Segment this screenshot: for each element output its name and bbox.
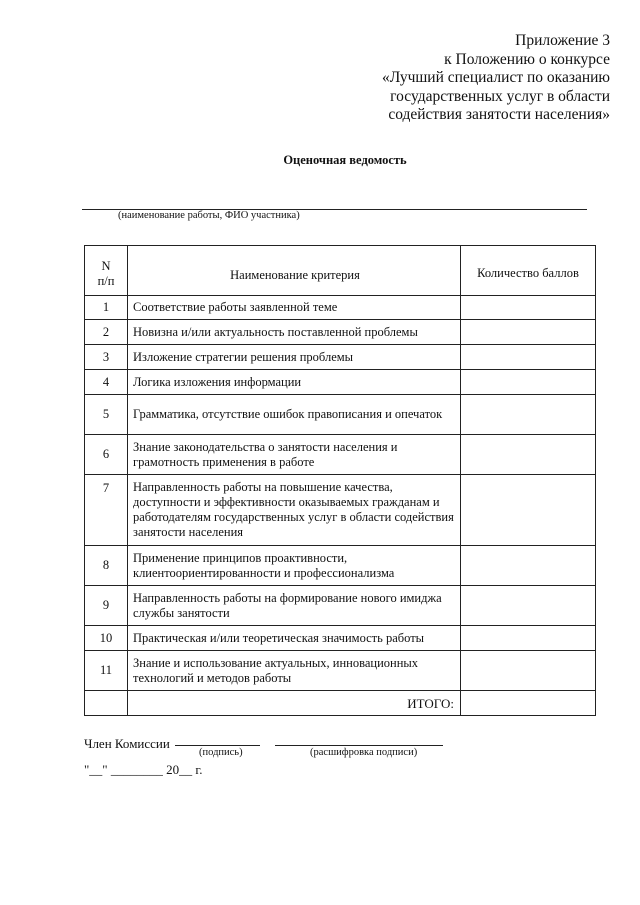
table-row [85, 320, 596, 345]
appendix-line-3: «Лучший специалист по оказанию [381, 69, 610, 86]
appendix-line-4: государственных услуг в области [390, 87, 610, 105]
table-row [85, 475, 596, 546]
row-num: 2 [85, 320, 128, 345]
row-score-cell[interactable] [461, 320, 596, 345]
row-score-cell[interactable] [461, 546, 596, 586]
row-score-cell[interactable] [461, 345, 596, 370]
row-score-cell[interactable] [461, 626, 596, 651]
header-num-line-2: п/п [97, 273, 115, 288]
row-num: 3 [85, 345, 128, 370]
appendix-line-5: содействия занятости населения» [388, 106, 610, 123]
header-num-cell [85, 246, 128, 296]
row-num: 10 [85, 626, 128, 651]
table-row [85, 370, 596, 395]
row-score-cell[interactable] [461, 296, 596, 320]
table-row [85, 626, 596, 651]
total-label: ИТОГО: [128, 691, 461, 716]
appendix-line-1: Приложение 3 [515, 32, 610, 49]
row-score-cell[interactable] [461, 370, 596, 395]
table-row [85, 345, 596, 370]
signature-decode-caption: (расшифровка подписи) [310, 747, 418, 758]
table-row [85, 395, 596, 435]
table-row [85, 546, 596, 586]
row-num: 6 [85, 435, 128, 475]
header-num-line-1: N [101, 258, 111, 273]
row-criterion: Соответствие работы заявленной теме [128, 296, 461, 320]
table-header-row [85, 246, 596, 296]
total-row [85, 691, 596, 716]
row-criterion: Знание и использование актуальных, инновационных технологий и методов работы [128, 651, 461, 691]
table-row [85, 435, 596, 475]
row-criterion: Грамматика, отсутствие ошибок правописания и опечаток [128, 395, 461, 435]
participant-name-caption: (наименование работы, ФИО участника) [118, 210, 300, 221]
commission-member-label: Член Комиссии [84, 736, 170, 751]
row-num: 4 [85, 370, 128, 395]
header-criterion-cell: Наименование критерия [128, 246, 461, 296]
row-num: 7 [85, 475, 128, 546]
row-num: 1 [85, 296, 128, 320]
row-criterion: Логика изложения информации [128, 370, 461, 395]
row-score-cell[interactable] [461, 475, 596, 546]
signature-caption: (подпись) [199, 747, 243, 758]
row-score-cell[interactable] [461, 586, 596, 626]
row-score-cell[interactable] [461, 651, 596, 691]
appendix-header [382, 32, 610, 125]
table-row [85, 651, 596, 691]
row-criterion: Изложение стратегии решения проблемы [128, 345, 461, 370]
total-score-cell[interactable] [461, 691, 596, 716]
row-score-cell[interactable] [461, 435, 596, 475]
row-num: 11 [85, 651, 128, 691]
row-criterion: Знание законодательства о занятости населения и грамотность применения в работе [128, 435, 461, 475]
header-score-cell: Количество баллов [461, 246, 596, 296]
row-criterion: Направленность работы на формирование нового имиджа службы занятости [128, 586, 461, 626]
signature-date: "__" ________ 20__ г. [84, 762, 203, 777]
row-num: 5 [85, 395, 128, 435]
table-row [85, 296, 596, 320]
document-title: Оценочная ведомость [283, 153, 407, 167]
table-row [85, 586, 596, 626]
row-score-cell[interactable] [461, 395, 596, 435]
row-num: 9 [85, 586, 128, 626]
total-num-cell [85, 691, 128, 716]
row-criterion: Практическая и/или теоретическая значимость работы [128, 626, 461, 651]
row-criterion: Применение принципов проактивности, клиентоориентированности и профессионализма [128, 546, 461, 586]
signature-line[interactable] [175, 745, 260, 746]
signature-decode-line[interactable] [275, 745, 443, 746]
row-criterion: Новизна и/или актуальность поставленной проблемы [128, 320, 461, 345]
criteria-table [84, 245, 596, 716]
row-num: 8 [85, 546, 128, 586]
appendix-line-2: к Положению о конкурсе [444, 50, 610, 68]
row-criterion: Направленность работы на повышение качества, доступности и эффективности оказываемых гражданам и работодателям государственных услуг в области содействия занятости населения [128, 475, 461, 546]
